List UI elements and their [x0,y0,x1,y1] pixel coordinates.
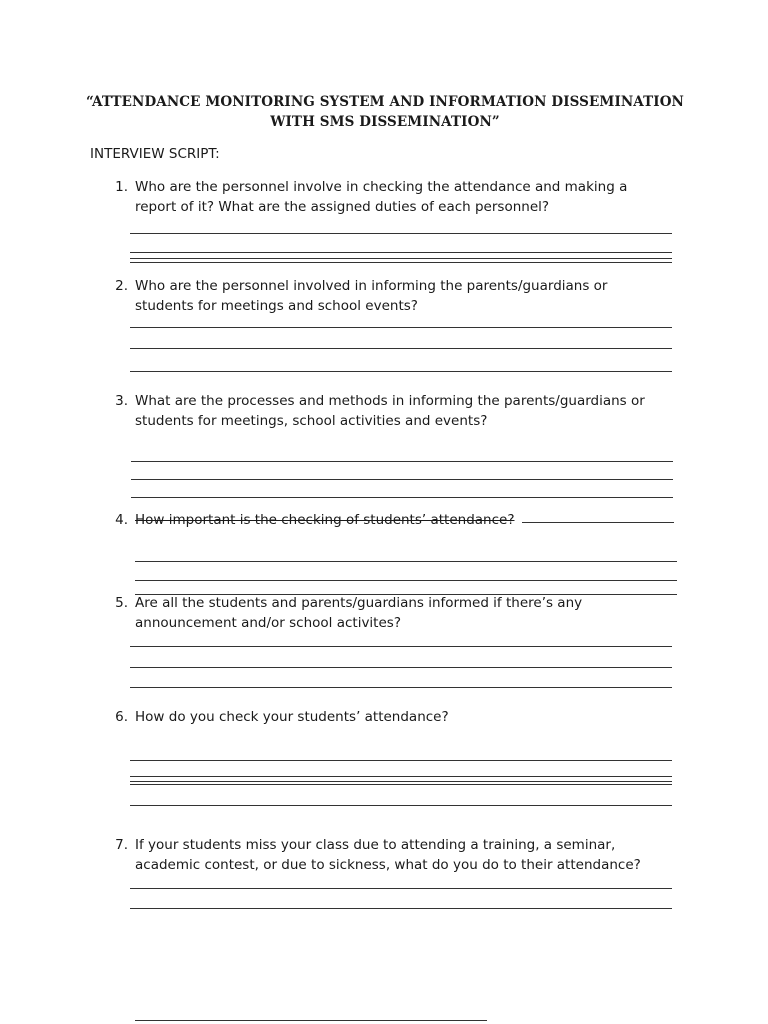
answer-line[interactable] [522,522,674,523]
question-text: Who are the personnel involved in informing the parents/guardians or students for meetings and school events? [135,278,608,314]
question-text: Are all the students and parents/guardians informed if there’s any announcement and/or school activites? [135,595,583,631]
answer-line[interactable] [130,888,672,889]
answer-line[interactable] [130,233,672,234]
title-line-1: “ATTENDANCE MONITORING SYSTEM AND INFORMATION DISSEMINATION [85,94,684,110]
question-number: 5. [115,595,128,611]
title-line-2: WITH SMS DISSEMINATION” [270,114,500,130]
question-text: Who are the personnel involve in checking the attendance and making a report of it? What are the assigned duties of each personnel? [135,179,628,215]
answer-line[interactable] [131,479,673,480]
answer-line[interactable] [130,667,672,668]
answer-line[interactable] [130,776,672,777]
question-text: How do you check your students’ attendance? [135,709,449,725]
answer-line[interactable] [130,371,672,372]
answer-line[interactable] [130,258,672,259]
question-text: If your students miss your class due to attending a training, a seminar, academic contest, or due to sickness, what do you do to their attendance? [135,837,641,873]
answer-line[interactable] [135,580,677,581]
answer-line[interactable] [130,687,672,688]
answer-line[interactable] [130,908,672,909]
question-text: How important is the checking of students’ attendance? [135,512,515,528]
question-number: 7. [115,837,128,853]
question-number: 1. [115,179,128,195]
question-number: 3. [115,393,128,409]
interview-script-label: INTERVIEW SCRIPT: [90,146,220,162]
answer-line[interactable] [135,561,677,562]
answer-line[interactable] [135,1020,487,1021]
answer-line[interactable] [130,781,672,782]
document-title [80,92,690,132]
question-number: 2. [115,278,128,294]
answer-line[interactable] [130,262,672,263]
answer-line[interactable] [131,497,673,498]
answer-line[interactable] [130,252,672,253]
answer-line[interactable] [130,784,672,785]
answer-line[interactable] [130,348,672,349]
question-number: 6. [115,709,128,725]
answer-line[interactable] [130,760,672,761]
answer-line[interactable] [130,805,672,806]
answer-line[interactable] [130,646,672,647]
answer-line[interactable] [130,327,672,328]
question-number: 4. [115,512,128,528]
question-text: What are the processes and methods in informing the parents/guardians or students for meetings, school activities and events? [135,393,645,429]
answer-line[interactable] [131,461,673,462]
